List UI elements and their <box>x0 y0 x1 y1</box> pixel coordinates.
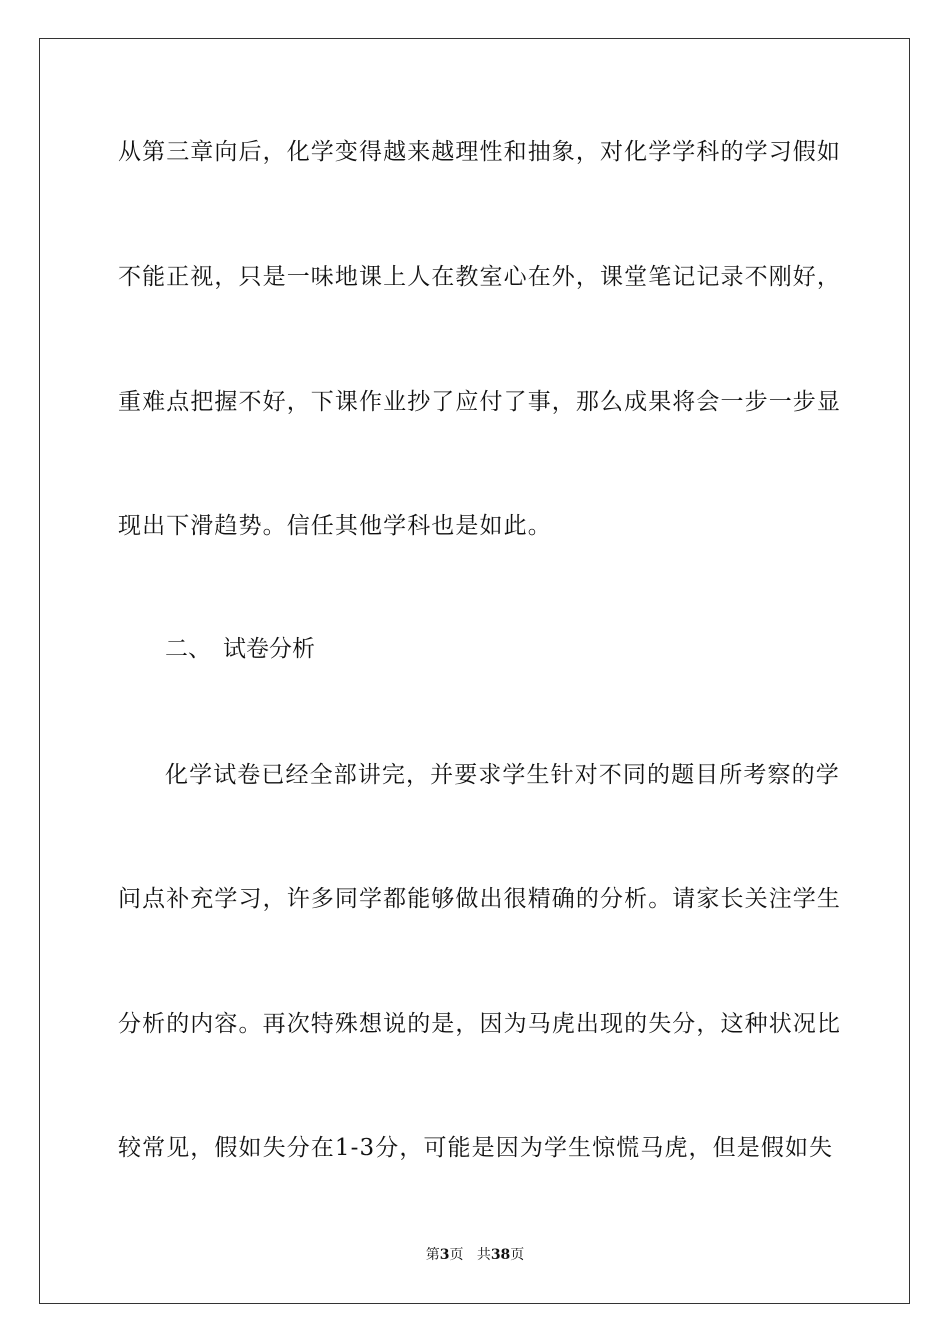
paragraph-line: 较常见，假如失分在1-3分，可能是因为学生惊慌马虎，但是假如失 <box>118 1135 834 1161</box>
current-page-number: 3 <box>439 1247 450 1263</box>
paragraph-line: 问点补充学习，许多同学都能够做出很精确的分析。请家长关注学生 <box>118 886 841 912</box>
section-title: 试卷分析 <box>223 636 315 662</box>
paragraph-line: 分析的内容。再次特殊想说的是，因为马虎出现的失分，这种状况比 <box>118 1011 841 1037</box>
paragraph-line: 重难点把握不好，下课作业抄了应付了事，那么成果将会一步一步显 <box>118 389 841 415</box>
paragraph-line: 化学试卷已经全部讲完，并要求学生针对不同的题目所考察的学 <box>165 762 840 788</box>
paragraph-line: 从第三章向后，化学变得越来越理性和抽象，对化学学科的学习假如 <box>118 139 841 165</box>
section-heading <box>165 634 315 664</box>
paragraph-line: 不能正视，只是一味地课上人在教室心在外，课堂笔记记录不刚好， <box>118 264 841 290</box>
page-footer: 第3页 共38页 <box>425 1247 525 1263</box>
total-page-number: 38 <box>490 1247 511 1263</box>
paragraph-line: 现出下滑趋势。信任其他学科也是如此。 <box>118 513 552 539</box>
section-number: 二、 <box>165 636 211 662</box>
page-frame <box>39 38 910 1304</box>
